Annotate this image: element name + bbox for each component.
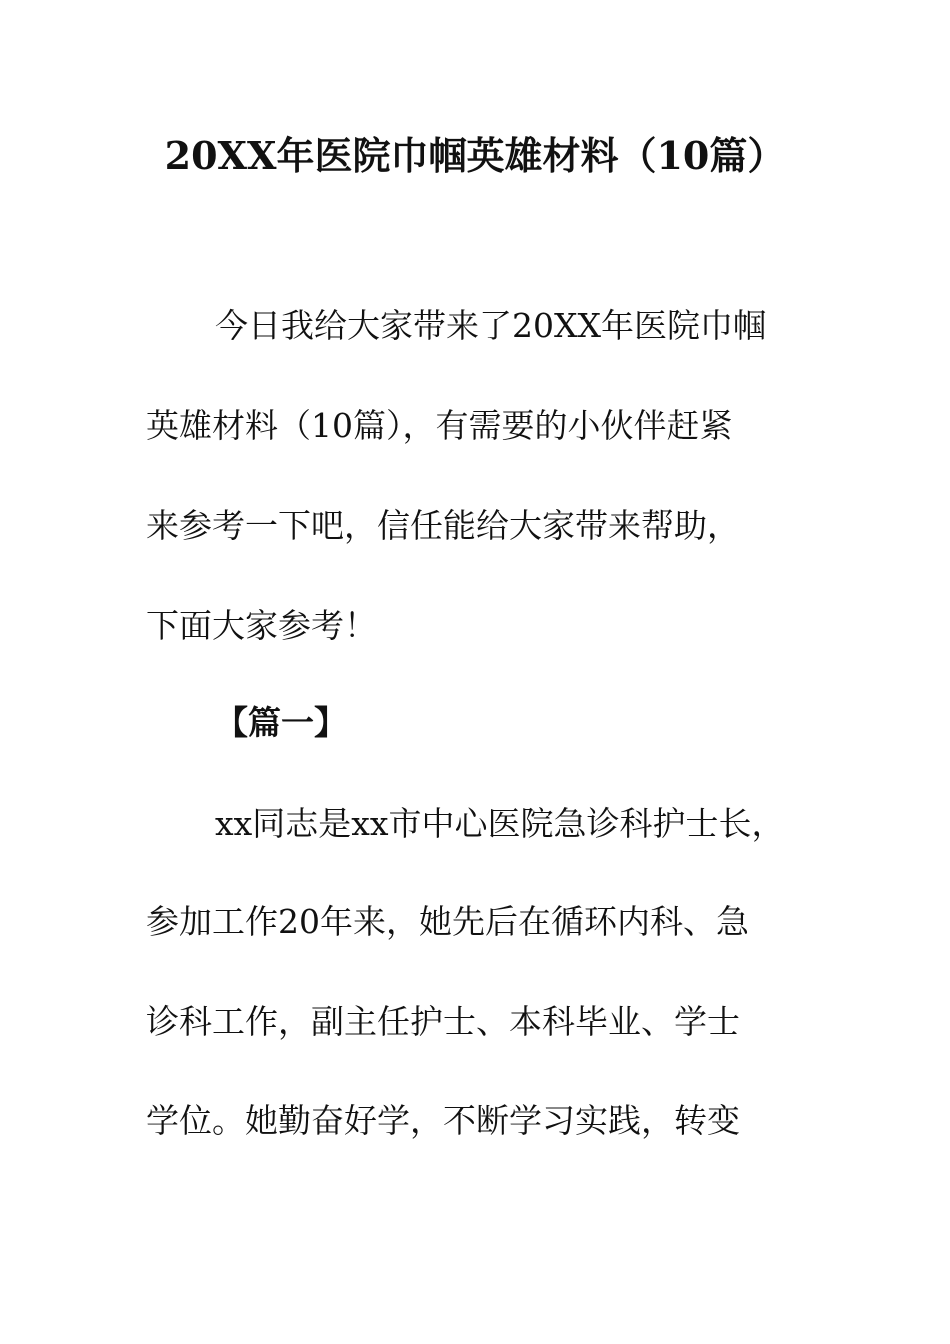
paragraph-line: 诊科工作，副主任护士、本科毕业、学士 xyxy=(146,1002,740,1041)
paragraph-line: 今日我给大家带来了20XX年医院巾帼 xyxy=(215,306,766,345)
paragraph-line: 来参考一下吧，信任能给大家带来帮助， xyxy=(146,506,740,545)
paragraph-line: 下面大家参考！ xyxy=(146,606,377,645)
paragraph-line: 参加工作20年来，她先后在循环内科、急 xyxy=(146,902,749,941)
document-title: 20XX年医院巾帼英雄材料（10篇） xyxy=(164,133,786,178)
paragraph-line: 英雄材料（10篇），有需要的小伙伴赶紧 xyxy=(146,406,733,445)
paragraph-line: 学位。她勤奋好学，不断学习实践，转变 xyxy=(146,1101,740,1140)
section-heading: 【篇一】 xyxy=(215,703,347,742)
paragraph-line: xx同志是xx市中心医院急诊科护士长， xyxy=(215,804,785,843)
